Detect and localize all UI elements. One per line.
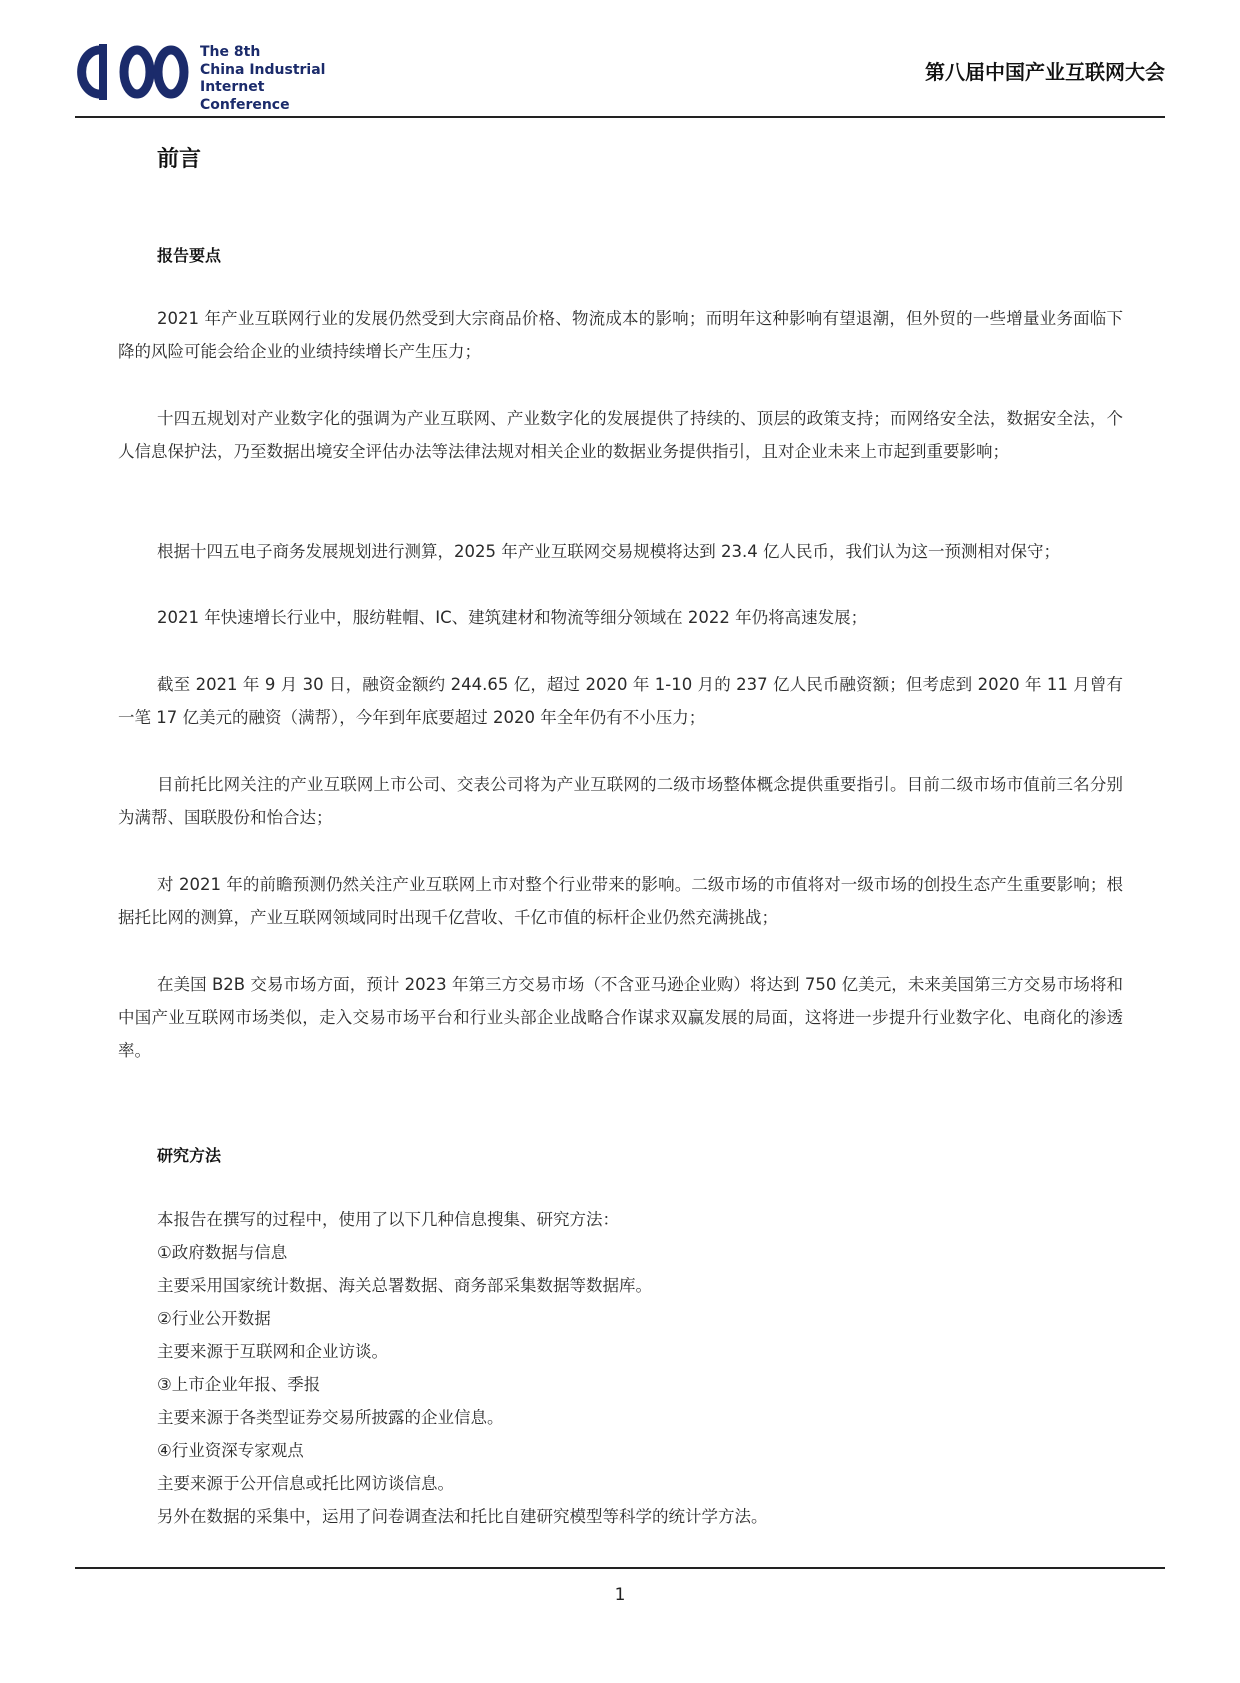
methods-line: 另外在数据的采集中，运用了问卷调查法和托比自建研究模型等科学的统计学方法。 xyxy=(157,1507,768,1526)
cii-logo-mark-icon xyxy=(75,42,191,102)
methods-line: ②行业公开数据 xyxy=(157,1309,271,1328)
footer-divider xyxy=(75,1567,1165,1569)
methods-list xyxy=(157,1203,768,1533)
key-point-paragraph: 根据十四五电子商务发展规划进行测算，2025 年产业互联网交易规模将达到 23.4 亿人民币，我们认为这一预测相对保守； xyxy=(157,542,1060,561)
key-point-paragraph: 截至 2021 年 9 月 30 日，融资金额约 244.65 亿，超过 2020 年 1-10 月的 237 亿人民币融资额；但考虑到 2020 年 11 月曾有一笔 17 亿美元的融资（满帮），今年到年底要超过 2020 年全年仍有不小压力； xyxy=(118,675,1123,727)
logo-line-2: China Industrial Internet xyxy=(200,61,326,95)
key-point-paragraph: 2021 年产业互联网行业的发展仍然受到大宗商品价格、物流成本的影响；而明年这种影响有望退潮，但外贸的一些增量业务面临下降的风险可能会给企业的业绩持续增长产生压力； xyxy=(118,309,1123,361)
methods-line: 主要来源于各类型证券交易所披露的企业信息。 xyxy=(157,1408,504,1427)
methods-line: ①政府数据与信息 xyxy=(157,1243,288,1262)
key-point-paragraph: 在美国 B2B 交易市场方面，预计 2023 年第三方交易市场（不含亚马逊企业购）将达到 750 亿美元，未来美国第三方交易市场将和中国产业互联网市场类似，走入交易市场平台和行业头部企业战略合作谋求双赢发展的局面，这将进一步提升行业数字化、电商化的渗透率。 xyxy=(118,975,1123,1060)
methods-line: ④行业资深专家观点 xyxy=(157,1441,304,1460)
methods-line: 本报告在撰写的过程中，使用了以下几种信息搜集、研究方法： xyxy=(157,1210,619,1229)
methods-line: 主要采用国家统计数据、海关总署数据、商务部采集数据等数据库。 xyxy=(157,1276,652,1295)
methods-line: 主要来源于互联网和企业访谈。 xyxy=(157,1342,388,1361)
key-point-paragraph: 十四五规划对产业数字化的强调为产业互联网、产业数字化的发展提供了持续的、顶层的政策支持；而网络安全法，数据安全法，个人信息保护法，乃至数据出境安全评估办法等法律法规对相关企业的数据业务提供指引，且对企业未来上市起到重要影响； xyxy=(118,409,1123,461)
preface-title: 前言 xyxy=(157,147,202,172)
header-divider xyxy=(75,116,1165,118)
page-header xyxy=(75,38,1165,118)
methods-line: ③上市企业年报、季报 xyxy=(157,1375,321,1394)
methods-line: 主要来源于公开信息或托比网访谈信息。 xyxy=(157,1474,454,1493)
key-points-heading: 报告要点 xyxy=(157,246,222,265)
key-point-paragraph: 对 2021 年的前瞻预测仍然关注产业互联网上市对整个行业带来的影响。二级市场的市值将对一级市场的创投生态产生重要影响；根据托比网的测算，产业互联网领域同时出现千亿营收、千亿市值的标杆企业仍然充满挑战； xyxy=(118,875,1123,927)
logo-wordmark xyxy=(200,44,375,114)
logo-line-3: Conference xyxy=(200,96,290,113)
conference-title: 第八届中国产业互联网大会 xyxy=(925,60,1165,84)
key-point-paragraph: 2021 年快速增长行业中，服纺鞋帽、IC、建筑建材和物流等细分领域在 2022 年仍将高速发展； xyxy=(157,608,868,627)
methods-heading: 研究方法 xyxy=(157,1146,222,1165)
conference-logo xyxy=(75,38,375,113)
logo-line-1: The 8th xyxy=(200,44,261,60)
page-number: 1 xyxy=(614,1585,626,1605)
key-point-paragraph: 目前托比网关注的产业互联网上市公司、交表公司将为产业互联网的二级市场整体概念提供重要指引。目前二级市场市值前三名分别为满帮、国联股份和怡合达； xyxy=(118,775,1123,827)
